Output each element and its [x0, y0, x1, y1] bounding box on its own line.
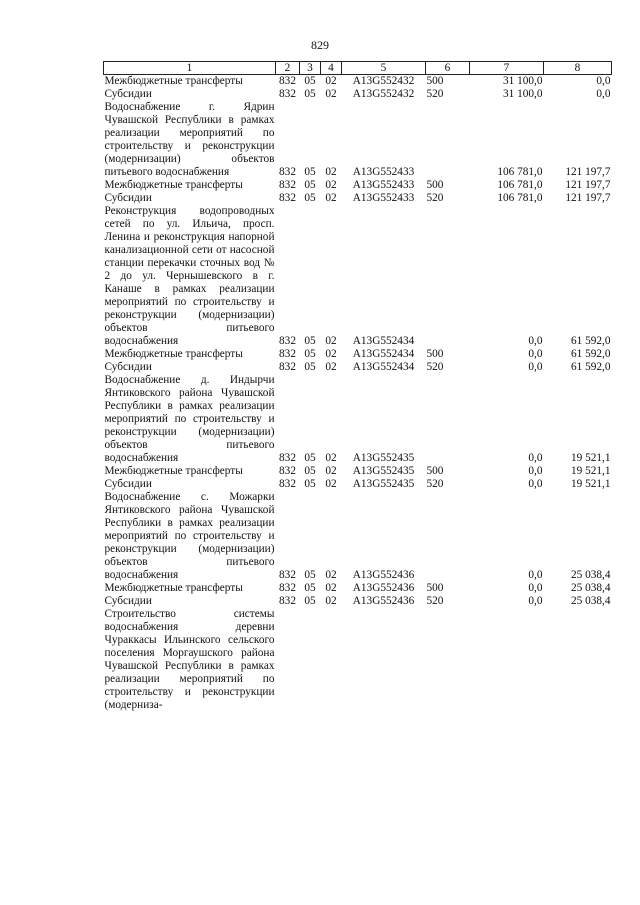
budget-table — [103, 61, 612, 712]
section-code: 05 — [304, 478, 316, 490]
target-item — [342, 608, 426, 712]
expense-type: 520 — [426, 192, 444, 204]
admin-code: 832 — [279, 179, 296, 191]
section-code: 05 — [304, 75, 316, 87]
amount-year-1: 0,0 — [528, 452, 543, 464]
target-item: A13G552433 — [352, 179, 415, 191]
amount-year-1: 0,0 — [528, 569, 543, 581]
table-body — [104, 75, 612, 713]
amount-year-1: 0,0 — [528, 335, 543, 347]
section-code: 05 — [304, 452, 316, 464]
admin-code: 832 — [279, 88, 296, 100]
admin-code — [276, 608, 300, 712]
section-code: 05 — [304, 179, 316, 191]
amount-year-1: 106 781,0 — [497, 166, 543, 178]
subsection-code: 02 — [325, 569, 337, 581]
target-item: A13G552436 — [352, 582, 415, 594]
admin-code: 832 — [279, 569, 296, 581]
amount-year-1: 106 781,0 — [497, 179, 543, 191]
expense-type: 500 — [426, 582, 444, 594]
expense-type: 500 — [426, 75, 444, 87]
row-name: Субсидии — [104, 595, 152, 607]
section-code: 05 — [304, 582, 316, 594]
header-row — [104, 62, 612, 75]
subsection-code: 02 — [325, 75, 337, 87]
table-row — [104, 595, 612, 608]
subsection-code: 02 — [325, 179, 337, 191]
amount-year-1: 31 100,0 — [502, 88, 543, 100]
table-row — [104, 101, 612, 179]
amount-year-1: 0,0 — [528, 595, 543, 607]
admin-code: 832 — [279, 582, 296, 594]
subsection-code: 02 — [325, 478, 337, 490]
row-name: Реконструкция водопроводных сетей по ул. Ильича, просп. Ленина и реконструкция напорной канализационной сети от насосной станции перекачки сточных вод № 2 до ул. Чернышевского в г. Канаше в рамках реализации мероприятий по строительству и реконструкции (модернизации) объектов питьевого водоснабжения — [104, 205, 275, 347]
amount-year-1: 31 100,0 — [502, 75, 543, 87]
subsection-code: 02 — [325, 335, 337, 347]
amount-year-2: 121 197,7 — [565, 166, 611, 178]
table-row — [104, 348, 612, 361]
expense-type: 500 — [426, 348, 444, 360]
target-item: A13G552432 — [352, 75, 415, 87]
subsection-code: 02 — [325, 88, 337, 100]
amount-year-1 — [470, 608, 544, 712]
admin-code: 832 — [279, 75, 296, 87]
row-name: Межбюджетные трансферты — [104, 179, 243, 191]
row-name: Субсидии — [104, 361, 152, 373]
amount-year-2: 121 197,7 — [565, 192, 611, 204]
subsection-code: 02 — [325, 192, 337, 204]
subsection-code: 02 — [325, 348, 337, 360]
table-row — [104, 374, 612, 465]
expense-type: 500 — [426, 179, 444, 191]
target-item: A13G552434 — [352, 335, 415, 347]
amount-year-2: 25 038,4 — [570, 595, 611, 607]
table-row — [104, 478, 612, 491]
section-code: 05 — [304, 335, 316, 347]
expense-type — [426, 101, 470, 179]
target-item: A13G552432 — [352, 88, 415, 100]
admin-code: 832 — [279, 166, 296, 178]
amount-year-1: 0,0 — [528, 465, 543, 477]
amount-year-2: 25 038,4 — [570, 582, 611, 594]
admin-code: 832 — [279, 192, 296, 204]
page-number: 829 — [311, 38, 329, 52]
target-item: A13G552433 — [352, 192, 415, 204]
expense-type — [426, 608, 470, 712]
table-row — [104, 361, 612, 374]
subsection-code — [321, 608, 342, 712]
row-name: Строительство системы водоснабжения деревни Чураккасы Ильинского сельского поселения Моргаушского района Чувашской Республики в рамках реализации мероприятий по строительству и реконструкции (модерниза- — [104, 608, 275, 711]
column-header-2: 2 — [276, 62, 300, 75]
row-name: Субсидии — [104, 88, 152, 100]
section-code: 05 — [304, 166, 316, 178]
column-header-5: 5 — [342, 62, 426, 75]
amount-year-2: 0,0 — [596, 75, 611, 87]
expense-type — [426, 374, 470, 465]
column-header-8: 8 — [544, 62, 612, 75]
table-row — [104, 608, 612, 712]
admin-code: 832 — [279, 452, 296, 464]
section-code: 05 — [304, 465, 316, 477]
subsection-code: 02 — [325, 465, 337, 477]
row-name: Межбюджетные трансферты — [104, 75, 243, 87]
expense-type: 520 — [426, 595, 444, 607]
amount-year-2: 19 521,1 — [570, 452, 611, 464]
target-item: A13G552436 — [352, 569, 415, 581]
amount-year-2: 19 521,1 — [570, 478, 611, 490]
target-item: A13G552435 — [352, 465, 415, 477]
admin-code: 832 — [279, 361, 296, 373]
table-row — [104, 465, 612, 478]
table-row — [104, 179, 612, 192]
target-item: A13G552433 — [352, 166, 415, 178]
expense-type — [426, 205, 470, 348]
target-item: A13G552435 — [352, 452, 415, 464]
section-code: 05 — [304, 88, 316, 100]
column-header-6: 6 — [426, 62, 470, 75]
admin-code: 832 — [279, 465, 296, 477]
table-row — [104, 192, 612, 205]
table-row — [104, 491, 612, 582]
amount-year-1: 0,0 — [528, 478, 543, 490]
amount-year-1: 0,0 — [528, 582, 543, 594]
table-header — [104, 62, 612, 75]
expense-type: 520 — [426, 361, 444, 373]
amount-year-2: 25 038,4 — [570, 569, 611, 581]
amount-year-2: 0,0 — [596, 88, 611, 100]
admin-code: 832 — [279, 478, 296, 490]
expense-type — [426, 491, 470, 582]
section-code — [300, 608, 321, 712]
table-row — [104, 75, 612, 89]
amount-year-2: 61 592,0 — [570, 361, 611, 373]
subsection-code: 02 — [325, 166, 337, 178]
amount-year-1: 0,0 — [528, 361, 543, 373]
section-code: 05 — [304, 595, 316, 607]
row-name: Межбюджетные трансферты — [104, 465, 243, 477]
amount-year-2: 121 197,7 — [565, 179, 611, 191]
expense-type: 500 — [426, 465, 444, 477]
column-header-1: 1 — [104, 62, 276, 75]
row-name: Субсидии — [104, 478, 152, 490]
target-item: A13G552436 — [352, 595, 415, 607]
target-item: A13G552434 — [352, 361, 415, 373]
amount-year-2: 61 592,0 — [570, 335, 611, 347]
subsection-code: 02 — [325, 582, 337, 594]
table-row — [104, 205, 612, 348]
section-code: 05 — [304, 348, 316, 360]
target-item: A13G552434 — [352, 348, 415, 360]
row-name: Межбюджетные трансферты — [104, 348, 243, 360]
section-code: 05 — [304, 361, 316, 373]
expense-type: 520 — [426, 88, 444, 100]
expense-type: 520 — [426, 478, 444, 490]
row-name: Водоснабжение с. Можарки Янтиковского района Чувашской Республики в рамках реализации мероприятий по строительству и реконструкции (модернизации) объектов питьевого водоснабжения — [104, 491, 275, 581]
row-name: Субсидии — [104, 192, 152, 204]
row-name: Водоснабжение д. Индырчи Янтиковского района Чувашской Республики в рамках реализации мероприятий по строительству и реконструкции (модернизации) объектов питьевого водоснабжения — [104, 374, 275, 464]
subsection-code: 02 — [325, 595, 337, 607]
target-item: A13G552435 — [352, 478, 415, 490]
amount-year-2: 19 521,1 — [570, 465, 611, 477]
subsection-code: 02 — [325, 452, 337, 464]
column-header-4: 4 — [321, 62, 342, 75]
admin-code: 832 — [279, 335, 296, 347]
row-name: Межбюджетные трансферты — [104, 582, 243, 594]
column-header-3: 3 — [300, 62, 321, 75]
table-row — [104, 88, 612, 101]
admin-code: 832 — [279, 348, 296, 360]
amount-year-2: 61 592,0 — [570, 348, 611, 360]
admin-code: 832 — [279, 595, 296, 607]
amount-year-1: 0,0 — [528, 348, 543, 360]
column-header-7: 7 — [470, 62, 544, 75]
section-code: 05 — [304, 569, 316, 581]
row-name: Водоснабжение г. Ядрин Чувашской Республики в рамках реализации мероприятий по строительству и реконструкции (модернизации) объектов питьевого водоснабжения — [104, 101, 275, 178]
section-code: 05 — [304, 192, 316, 204]
amount-year-2 — [544, 608, 612, 712]
amount-year-1: 106 781,0 — [497, 192, 543, 204]
table-row — [104, 582, 612, 595]
subsection-code: 02 — [325, 361, 337, 373]
